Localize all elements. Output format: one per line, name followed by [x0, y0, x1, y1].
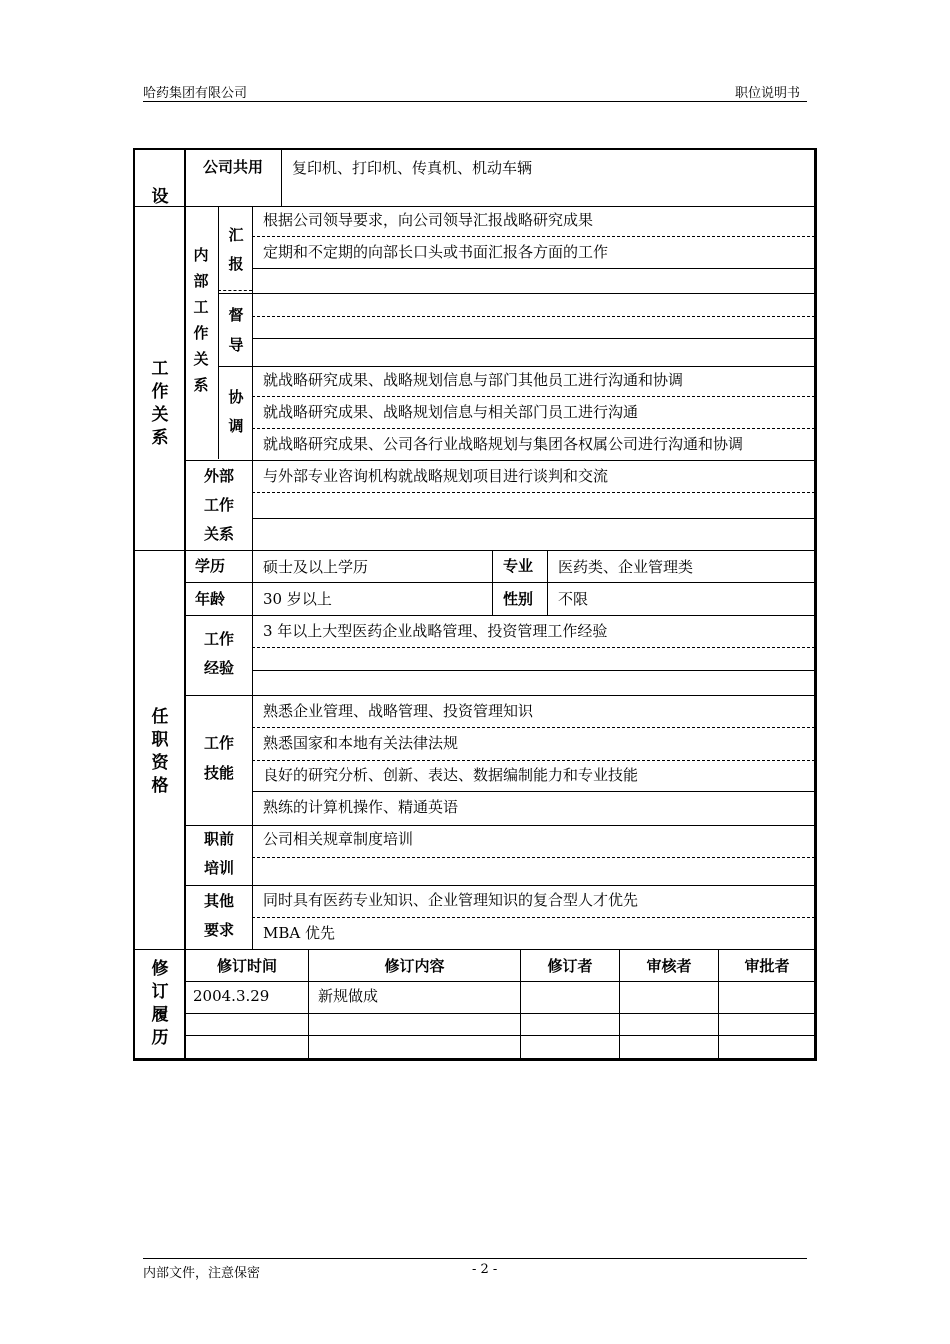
report-label: 汇报	[228, 226, 244, 273]
revision-history-title: 修订履历	[151, 959, 169, 1048]
divider	[184, 1013, 815, 1014]
row-separator	[252, 791, 815, 792]
divider	[492, 551, 493, 615]
revision-time: 2004.3.29	[193, 987, 270, 1005]
footer-rule	[143, 1258, 807, 1259]
revision-col-reviser: 修订者	[547, 957, 593, 975]
skills-line: 良好的研究分析、创新、表达、数据编制能力和专业技能	[263, 766, 639, 784]
divider	[252, 207, 253, 550]
divider	[184, 1035, 815, 1036]
divider	[184, 615, 815, 616]
experience-label: 经验	[203, 659, 234, 677]
report-line: 定期和不定期的向部长口头或书面汇报各方面的工作	[263, 243, 609, 261]
equipment-label: 公司共用	[202, 158, 263, 176]
gender-value: 不限	[558, 590, 589, 608]
revision-col-content: 修订内容	[384, 957, 445, 975]
row-separator	[252, 727, 815, 728]
skills-label: 技能	[203, 764, 234, 782]
row-separator	[252, 857, 815, 858]
row-separator	[252, 316, 815, 317]
row-separator	[252, 236, 815, 237]
skills-line: 熟练的计算机操作、精通英语	[263, 798, 459, 816]
external-relations-label: 工作	[203, 496, 234, 514]
row-separator	[252, 338, 815, 339]
work-relations-title: 工作关系	[151, 359, 169, 448]
coordinate-line: 就战略研究成果、公司各行业战略规划与集团各权属公司进行沟通和协调	[263, 435, 744, 453]
gender-label: 性别	[502, 590, 533, 608]
coordinate-line: 就战略研究成果、战略规划信息与部门其他员工进行沟通和协调	[263, 371, 684, 389]
row-separator	[252, 492, 815, 493]
divider	[218, 207, 219, 459]
divider	[184, 582, 815, 583]
footer-note: 内部文件，注意保密	[143, 1266, 261, 1281]
skills-label: 工作	[203, 734, 234, 752]
divider	[135, 550, 815, 551]
divider	[184, 460, 815, 461]
equipment-section-title: 设	[151, 187, 169, 207]
other-requirements-label: 要求	[203, 921, 234, 939]
skills-line: 熟悉国家和本地有关法律法规	[263, 734, 459, 752]
skills-line: 熟悉企业管理、战略管理、投资管理知识	[263, 702, 534, 720]
header-doc-type: 职位说明书	[735, 86, 801, 101]
row-separator	[252, 917, 815, 918]
divider	[218, 366, 815, 367]
divider	[184, 825, 815, 826]
qualifications-title: 任职资格	[151, 707, 169, 796]
internal-relations-label: 内部工作关系	[193, 246, 209, 394]
report-line: 根据公司领导要求，向公司领导汇报战略研究成果	[263, 211, 594, 229]
header-rule	[143, 101, 807, 102]
major-value: 医药类、企业管理类	[558, 558, 694, 576]
other-requirements-label: 其他	[203, 892, 234, 910]
education-value: 硕士及以上学历	[263, 558, 369, 576]
row-separator	[252, 647, 815, 648]
divider	[184, 695, 815, 696]
revision-col-approver: 审批者	[744, 957, 790, 975]
age-label: 年龄	[194, 590, 225, 608]
equipment-value: 复印机、打印机、传真机、机动车辆	[292, 159, 533, 177]
training-line: 公司相关规章制度培训	[263, 830, 414, 848]
supervise-label: 督导	[228, 306, 244, 354]
divider	[184, 981, 815, 982]
external-relations-label: 外部	[203, 467, 234, 485]
external-relations-label: 关系	[203, 525, 234, 543]
other-requirements-line: 同时具有医药专业知识、企业管理知识的复合型人才优先	[263, 891, 639, 909]
other-requirements-line: MBA 优先	[263, 924, 335, 942]
row-separator	[252, 268, 815, 269]
page-number: - 2 -	[472, 1262, 498, 1277]
divider	[218, 290, 252, 291]
header-company: 哈药集团有限公司	[143, 86, 248, 101]
coordinate-line: 就战略研究成果、战略规划信息与相关部门员工进行沟通	[263, 403, 639, 421]
revision-col-reviewer: 审核者	[646, 957, 692, 975]
row-separator	[252, 396, 815, 397]
divider	[218, 293, 815, 294]
major-label: 专业	[502, 557, 533, 575]
row-separator	[252, 428, 815, 429]
revision-col-time: 修订时间	[216, 957, 277, 975]
divider	[281, 150, 282, 206]
experience-label: 工作	[203, 630, 234, 648]
row-separator	[252, 670, 815, 671]
divider	[252, 551, 253, 949]
row-separator	[252, 518, 815, 519]
coordinate-label: 协调	[228, 388, 244, 435]
divider	[135, 949, 815, 950]
education-label: 学历	[194, 557, 225, 575]
divider	[135, 206, 815, 207]
experience-line: 3 年以上大型医药企业战略管理、投资管理工作经验	[263, 622, 608, 640]
divider	[547, 551, 548, 615]
revision-content: 新规做成	[318, 987, 379, 1005]
external-relations-line: 与外部专业咨询机构就战略规划项目进行谈判和交流	[263, 467, 609, 485]
age-value: 30 岁以上	[263, 590, 332, 608]
row-separator	[252, 760, 815, 761]
training-label: 培训	[203, 859, 234, 877]
divider	[184, 885, 815, 886]
divider	[184, 150, 186, 1058]
training-label: 职前	[203, 830, 234, 848]
